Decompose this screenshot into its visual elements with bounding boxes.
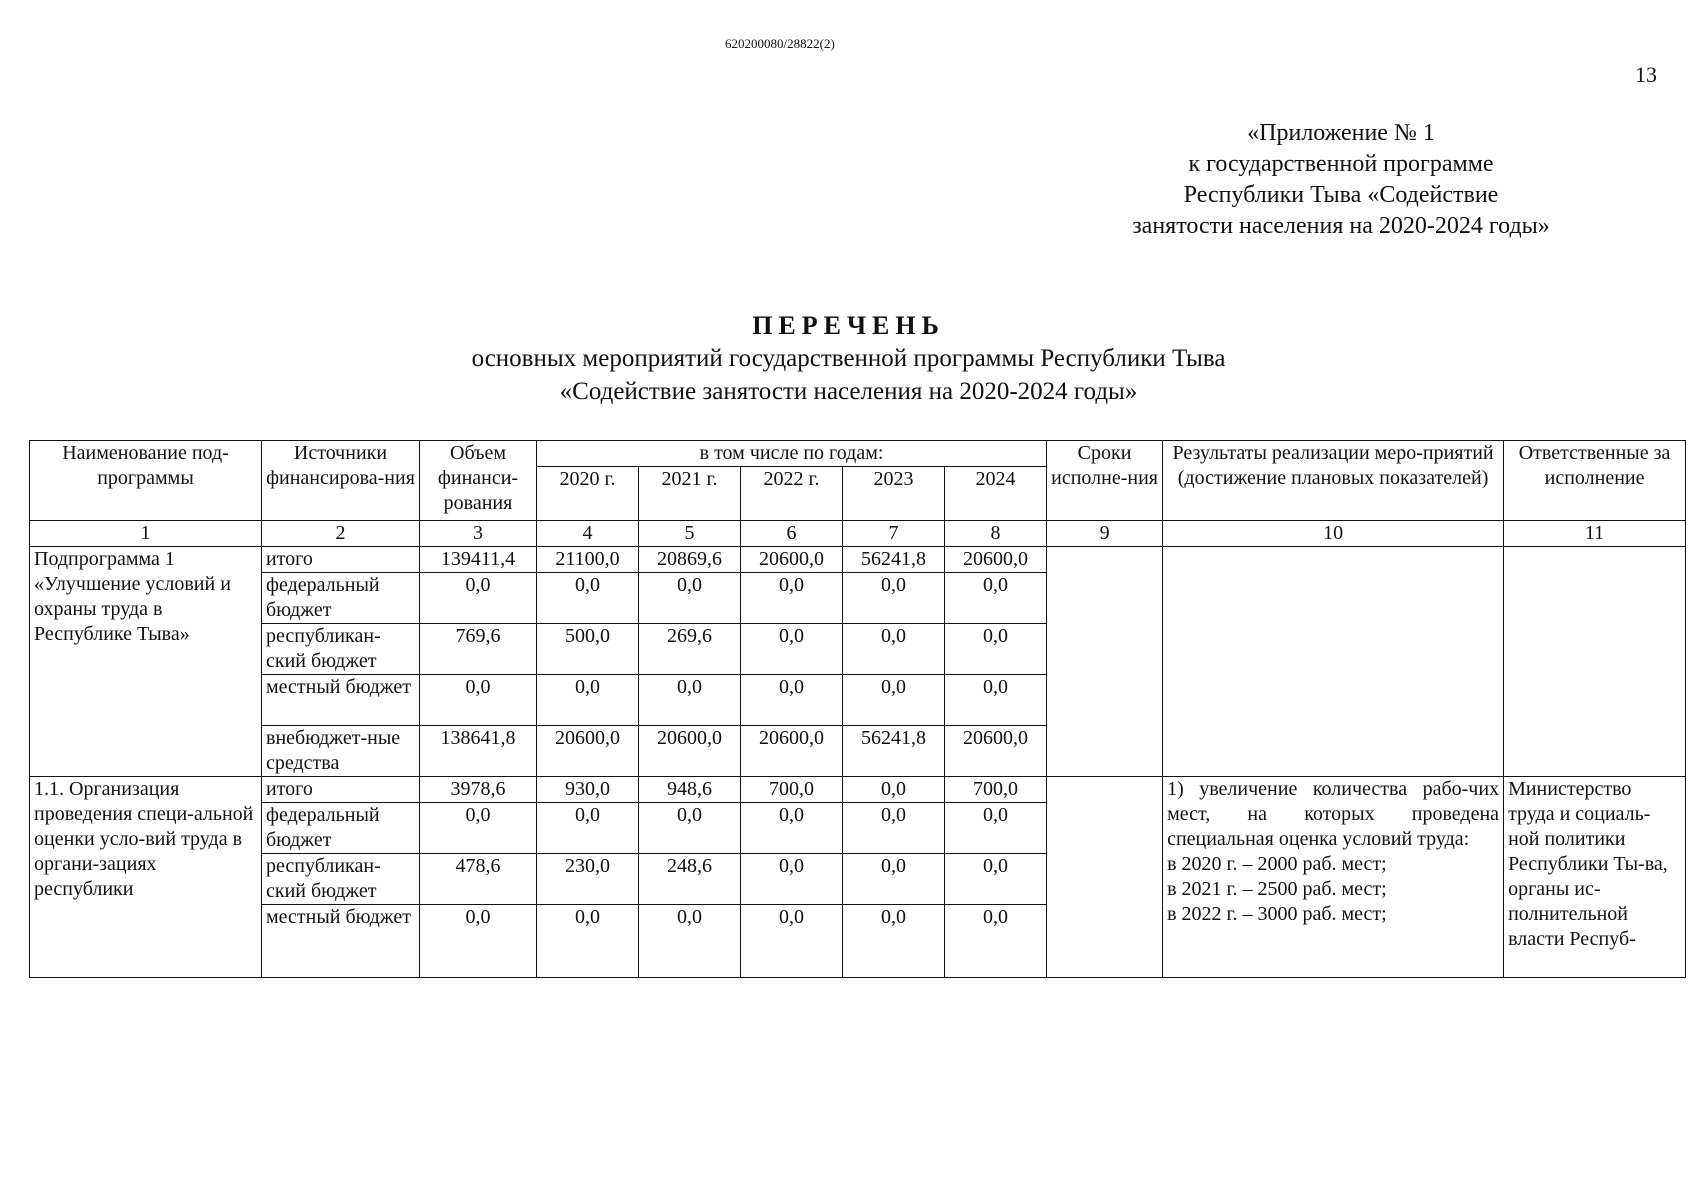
activities-table <box>29 440 1686 978</box>
table-header-row <box>30 441 1686 467</box>
funding-2020: 21100,0 <box>537 547 639 573</box>
funding-2022: 20600,0 <box>741 547 843 573</box>
funding-source: республикан-ский бюджет <box>262 854 420 905</box>
header-name: Наименование под-программы <box>30 441 262 521</box>
appendix-line: Республики Тыва «Содействие <box>1183 182 1499 208</box>
funding-2023: 56241,8 <box>843 726 945 777</box>
funding-2024: 20600,0 <box>945 726 1047 777</box>
column-number: 4 <box>537 521 639 547</box>
funding-2023: 56241,8 <box>843 547 945 573</box>
funding-2022: 0,0 <box>741 624 843 675</box>
funding-volume: 0,0 <box>420 675 537 726</box>
funding-2022: 700,0 <box>741 777 843 803</box>
funding-2021: 269,6 <box>639 624 741 675</box>
responsible-cell: Министерство труда и социаль-ной политики Республики Ты-ва, органы ис-полнительной власти Респуб- <box>1504 777 1686 978</box>
column-numbers-row <box>30 521 1686 547</box>
title-subtitle-line-1: основных мероприятий государственной программы Республики Тыва <box>471 345 1226 372</box>
funding-2024: 0,0 <box>945 905 1047 978</box>
column-number: 2 <box>262 521 420 547</box>
funding-2021: 0,0 <box>639 675 741 726</box>
header-results: Результаты реализации меро-приятий (достижение плановых показателей) <box>1163 441 1504 521</box>
funding-2023: 0,0 <box>843 854 945 905</box>
funding-volume: 139411,4 <box>420 547 537 573</box>
funding-2020: 0,0 <box>537 675 639 726</box>
document-code: 620200080/28822(2) <box>725 36 835 51</box>
responsible-cell <box>1504 547 1686 777</box>
funding-2021: 20600,0 <box>639 726 741 777</box>
funding-source: местный бюджет <box>262 675 420 726</box>
header-year: 2023 <box>843 467 945 521</box>
results-line: в 2022 г. – 3000 раб. мест; <box>1167 903 1387 925</box>
activity-name: 1.1. Организация проведения специ-альной оценки усло-вий труда в органи-зациях республики <box>30 777 262 978</box>
funding-2021: 0,0 <box>639 905 741 978</box>
funding-2024: 700,0 <box>945 777 1047 803</box>
header-year: 2021 г. <box>639 467 741 521</box>
funding-2022: 0,0 <box>741 803 843 854</box>
funding-2024: 0,0 <box>945 803 1047 854</box>
column-number: 3 <box>420 521 537 547</box>
funding-2022: 0,0 <box>741 854 843 905</box>
funding-volume: 138641,8 <box>420 726 537 777</box>
column-number: 6 <box>741 521 843 547</box>
column-number: 8 <box>945 521 1047 547</box>
appendix-line: «Приложение № 1 <box>1247 120 1435 146</box>
funding-source: республикан-ский бюджет <box>262 624 420 675</box>
funding-volume: 0,0 <box>420 573 537 624</box>
column-number: 7 <box>843 521 945 547</box>
document-title <box>0 310 1697 408</box>
funding-2022: 0,0 <box>741 573 843 624</box>
header-responsible: Ответственные за исполнение <box>1504 441 1686 521</box>
funding-source: итого <box>262 547 420 573</box>
results-cell <box>1163 547 1504 777</box>
funding-2022: 0,0 <box>741 905 843 978</box>
results-line: в 2021 г. – 2500 раб. мест; <box>1167 878 1387 900</box>
results-line: в 2020 г. – 2000 раб. мест; <box>1167 853 1387 875</box>
results-cell <box>1163 777 1504 978</box>
funding-2022: 20600,0 <box>741 726 843 777</box>
funding-2023: 0,0 <box>843 675 945 726</box>
title-subtitle-line-2: «Содействие занятости населения на 2020-2024 годы» <box>559 378 1138 405</box>
subprogram-name: Подпрограмма 1 «Улучшение условий и охраны труда в Республике Тыва» <box>30 547 262 777</box>
appendix-note <box>1021 118 1661 242</box>
column-number: 5 <box>639 521 741 547</box>
funding-2020: 0,0 <box>537 803 639 854</box>
funding-2023: 0,0 <box>843 905 945 978</box>
page-number: 13 <box>1635 62 1657 87</box>
funding-2020: 0,0 <box>537 905 639 978</box>
funding-2022: 0,0 <box>741 675 843 726</box>
deadline-cell <box>1047 547 1163 777</box>
funding-2020: 930,0 <box>537 777 639 803</box>
column-number: 11 <box>1504 521 1686 547</box>
header-volume: Объем финанси-рования <box>420 441 537 521</box>
funding-2023: 0,0 <box>843 573 945 624</box>
funding-volume: 769,6 <box>420 624 537 675</box>
header-year: 2020 г. <box>537 467 639 521</box>
funding-volume: 0,0 <box>420 803 537 854</box>
funding-2024: 20600,0 <box>945 547 1047 573</box>
funding-2021: 948,6 <box>639 777 741 803</box>
funding-volume: 3978,6 <box>420 777 537 803</box>
funding-2021: 0,0 <box>639 803 741 854</box>
appendix-line: к государственной программе <box>1188 151 1494 177</box>
funding-2021: 248,6 <box>639 854 741 905</box>
funding-2024: 0,0 <box>945 624 1047 675</box>
funding-2023: 0,0 <box>843 777 945 803</box>
funding-2024: 0,0 <box>945 573 1047 624</box>
appendix-line: занятости населения на 2020-2024 годы» <box>1132 213 1550 239</box>
results-text: 1) увеличение количества рабо-чих мест, на которых проведена специальная оценка условий труда: <box>1167 778 1500 850</box>
header-year: 2024 <box>945 467 1047 521</box>
funding-volume: 0,0 <box>420 905 537 978</box>
funding-2024: 0,0 <box>945 854 1047 905</box>
funding-2021: 20869,6 <box>639 547 741 573</box>
funding-source: внебюджет-ные средства <box>262 726 420 777</box>
funding-source: итого <box>262 777 420 803</box>
column-number: 1 <box>30 521 262 547</box>
header-sources: Источники финансирова-ния <box>262 441 420 521</box>
funding-2020: 0,0 <box>537 573 639 624</box>
column-number: 10 <box>1163 521 1504 547</box>
funding-2021: 0,0 <box>639 573 741 624</box>
funding-source: федеральный бюджет <box>262 573 420 624</box>
funding-2020: 20600,0 <box>537 726 639 777</box>
table-row <box>30 777 1686 803</box>
funding-2020: 230,0 <box>537 854 639 905</box>
deadline-cell <box>1047 777 1163 978</box>
funding-2023: 0,0 <box>843 624 945 675</box>
header-year: 2022 г. <box>741 467 843 521</box>
funding-2024: 0,0 <box>945 675 1047 726</box>
funding-volume: 478,6 <box>420 854 537 905</box>
funding-2023: 0,0 <box>843 803 945 854</box>
table-row <box>30 547 1686 573</box>
title-main: ПЕРЕЧЕНЬ <box>752 311 945 340</box>
header-by-years: в том числе по годам: <box>537 441 1047 467</box>
funding-source: федеральный бюджет <box>262 803 420 854</box>
column-number: 9 <box>1047 521 1163 547</box>
funding-source: местный бюджет <box>262 905 420 978</box>
header-deadline: Сроки исполне-ния <box>1047 441 1163 521</box>
funding-2020: 500,0 <box>537 624 639 675</box>
